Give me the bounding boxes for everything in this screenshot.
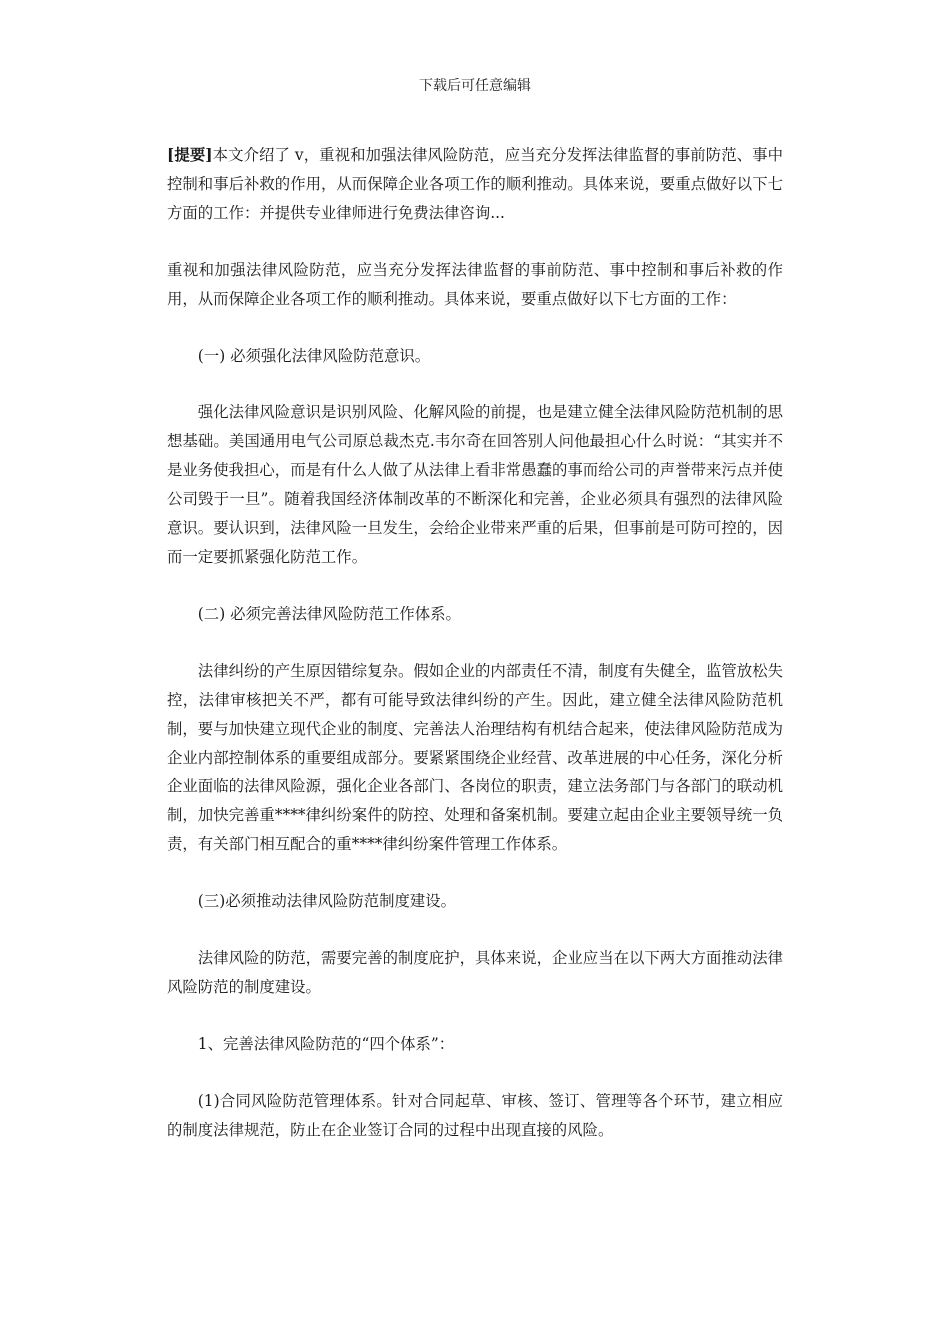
abstract-label: [提要] [167, 146, 213, 164]
section-body-1: 强化法律风险意识是识别风险、化解风险的前提，也是建立健全法律风险防范机制的思想基础。美国通用电气公司原总裁杰克.韦尔奇在回答别人问他最担心什么时说：“其实并不是业务使我担心，而是有什么人做了从法律上看非常愚蠢的事而给公司的声誉带来污点并使公司毁于一旦”。随着我国经济体制改革的不断深化和完善，企业必须具有强烈的法律风险意识。要认识到，法律风险一旦发生，会给企业带来严重的后果，但事前是可防可控的，因而一定要抓紧强化防范工作。 [167, 403, 783, 566]
section-heading-3: (三)必须推动法律风险防范制度建设。 [197, 892, 457, 911]
section-body-2: 法律纠纷的产生原因错综复杂。假如企业的内部责任不清，制度有失健全，监管放松失控，法律审核把关不严，都有可能导致法律纠纷的产生。因此，建立健全法律风险防范机制，要与加快建立现代企业的制度、完善法人治理结构有机结合起来，使法律风险防范成为企业内部控制体系的重要组成部分。要紧紧围绕企业经营、改革进展的中心任务，深化分析企业面临的法律风险源，强化企业各部门、各岗位的职责，建立法务部门与各部门的联动机制，加快完善重****律纠纷案件的防控、处理和备案机制。要建立起由企业主要领导统一负责，有关部门相互配合的重****律纠纷案件管理工作体系。 [167, 661, 783, 854]
abstract-paragraph [167, 141, 783, 228]
intro-paragraph: 重视和加强法律风险防范，应当充分发挥法律监督的事前防范、事中控制和事后补救的作用，从而保障企业各项工作的顺利推动。具体来说，要重点做好以下七方面的工作： [167, 260, 783, 308]
page-header-note: 下载后可任意编辑 [419, 78, 531, 94]
list-item-body: (1)合同风险防范管理体系。针对合同起草、审核、签订、管理等各个环节，建立相应的制度法律规范，防止在企业签订合同的过程中出现直接的风险。 [167, 1091, 783, 1139]
document-body [167, 141, 783, 1145]
list-item-heading: 1、完善法律风险防范的“四个体系”： [197, 1034, 455, 1053]
section-heading-2: (二) 必须完善法律风险防范工作体系。 [197, 604, 461, 623]
section-heading-1: (一) 必须强化法律风险防范意识。 [197, 346, 431, 365]
section-body-3: 法律风险的防范，需要完善的制度庇护，具体来说，企业应当在以下两大方面推动法律风险防范的制度建设。 [167, 949, 783, 996]
abstract-text: 本文介绍了 v，重视和加强法律风险防范，应当充分发挥法律监督的事前防范、事中控制和事后补救的作用，从而保障企业各项工作的顺利推动。具体来说，要重点做好以下七方面的工作：并提供专业律师进行免费法律咨询... [167, 146, 783, 222]
